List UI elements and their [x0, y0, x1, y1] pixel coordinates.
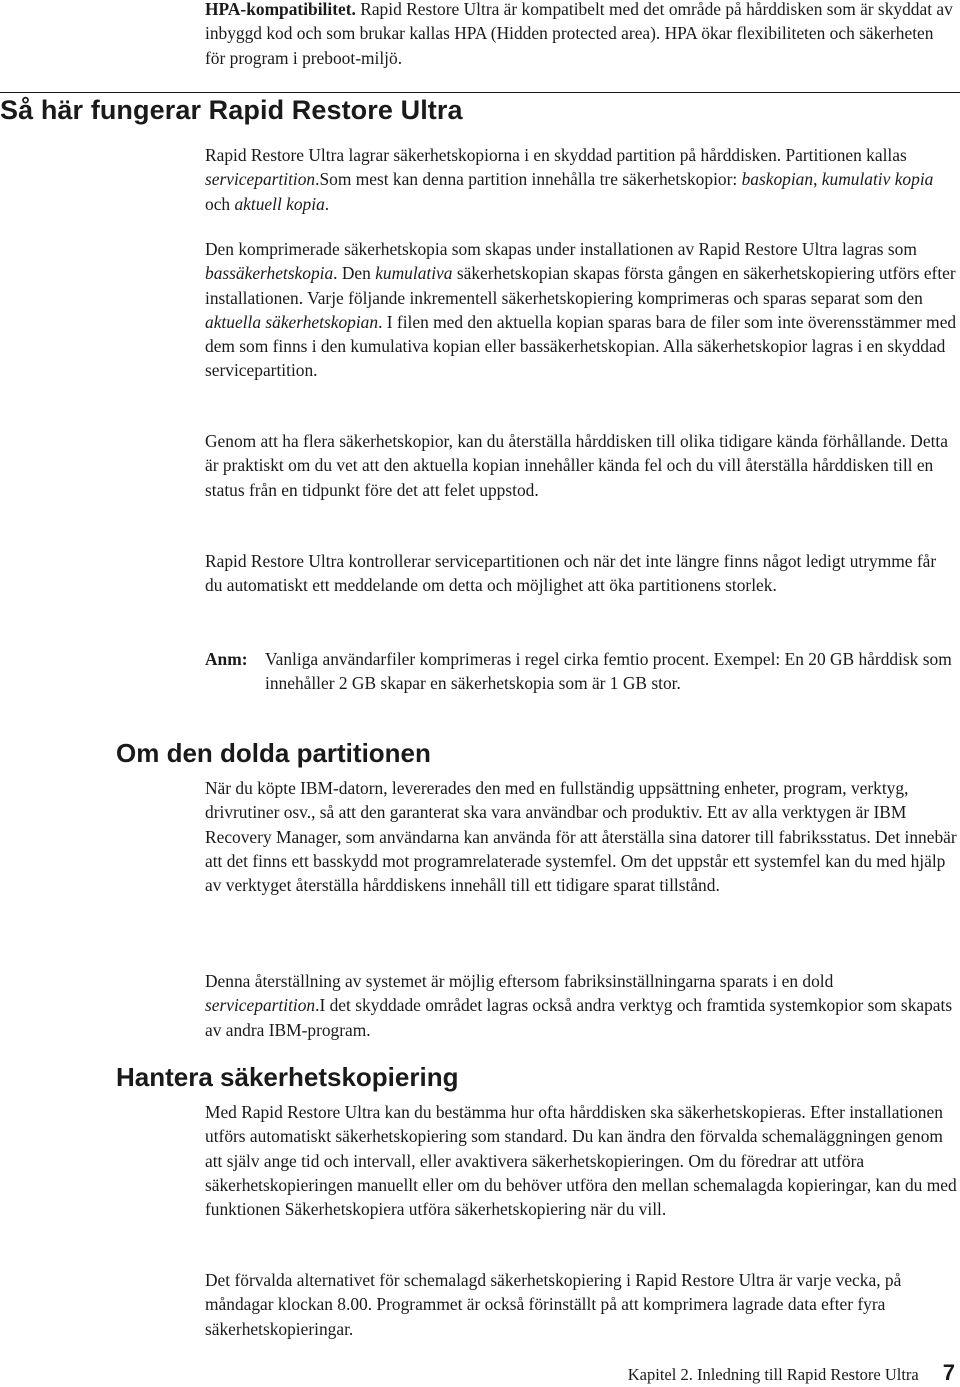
term-baskopian: baskopian: [741, 169, 814, 190]
footer-chapter: Kapitel 2. Inledning till Rapid Restore Ultra: [627, 1365, 919, 1384]
section1-paragraph-2: [205, 237, 957, 383]
page-number: 7: [942, 1360, 955, 1385]
note-text: Vanliga användarfiler komprimeras i regel cirka femtio procent. Exempel: En 20 GB hårddisk som innehåller 2 GB skapar en säkerhetskopia som är 1 GB stor.: [265, 649, 952, 694]
paragraph-text: Det förvalda alternativet för schemalagd säkerhetskopiering i Rapid Restore Ultra är varje vecka, på måndagar klockan 8.00. Programmet är också förinställt på att komprimera lagrade data efter fyra säkerhetskopieringar.: [205, 1270, 902, 1339]
page-footer: [628, 1360, 955, 1386]
text-run: Rapid Restore Ultra lagrar säkerhetskopiorna i en skyddad partition på hårddisken. Partitionen kallas: [205, 145, 907, 165]
note-block: [205, 647, 957, 696]
section2-paragraph-1: [205, 776, 957, 897]
text-run: .: [324, 193, 330, 214]
section2-paragraph-2: [205, 969, 957, 1042]
section1-paragraph-3: [205, 429, 957, 502]
text-run: Denna återställning av systemet är möjlig eftersom fabriksinställningarna sparats i en dold: [205, 971, 834, 991]
term-bassakerhetskopia: bassäkerhetskopia: [205, 263, 334, 284]
term-kumulativa: kumulativa: [375, 263, 453, 284]
intro-paragraph: [205, 0, 957, 70]
text-run: Den komprimerade säkerhetskopia som skapas under installationen av Rapid Restore Ultra lagras som: [205, 239, 917, 259]
term-aktuella-sakerhetskopian: aktuella säkerhetskopian: [205, 311, 379, 332]
note-label: Anm:: [205, 649, 248, 669]
text-run: säkerhetskopian skapas första gången en säkerhetskopiering utförs efter installationen. Varje följande inkrementell säkerhetskopiering komprimeras och sparas separat som den: [205, 263, 956, 308]
section1-paragraph-1: [205, 143, 957, 216]
text-run: . Den: [333, 263, 376, 284]
section-divider: [0, 92, 960, 93]
intro-label: HPA-kompatibilitet.: [205, 0, 356, 19]
term-servicepartition: servicepartition: [205, 169, 316, 190]
text-run: . I filen med den aktuella kopian sparas bara de filer som inte överensstämmer med dem som finns i den kumulativa kopian eller bassäkerhetskopian. Alla säkerhetskopior lagras i en skyddad servicepartition.: [205, 311, 957, 381]
term-servicepartition: servicepartition: [205, 995, 316, 1016]
section-heading-hidden-partition: Om den dolda partitionen: [116, 738, 431, 768]
paragraph-text: Genom att ha flera säkerhetskopior, kan du återställa hårddisken till olika tidigare kända förhållande. Detta är praktiskt om du vet att den aktuella kopian innehåller kända fel och du vill återställa hårddisken till en status från en tidpunkt före det att felet uppstod.: [205, 431, 948, 500]
term-kumulativ-kopia: kumulativ kopia: [821, 169, 934, 190]
section3-paragraph-1: [205, 1100, 957, 1221]
paragraph-text: Med Rapid Restore Ultra kan du bestämma hur ofta hårddisken ska säkerhetskopieras. Efter installationen utförs automatiskt säkerhetskopiering som standard. Du kan ändra den förvalda schemaläggningen genom att själv ange tid och intervall, eller avaktivera säkerhetskopieringen. Om du föredrar att utföra säkerhetskopieringen manuellt eller om du behöver utföra den mellan schemalagda kopieringar, kan du med funktionen Säkerhetskopiera utföra säkerhetskopiering när du vill.: [205, 1102, 957, 1220]
section1-paragraph-4: [205, 549, 957, 598]
text-run: .I det skyddade området lagras också andra verktyg och framtida systemkopior som skapats av andra IBM-program.: [205, 995, 953, 1040]
text-run: och: [205, 193, 235, 214]
section-heading-manage-backup: Hantera säkerhetskopiering: [116, 1062, 459, 1092]
paragraph-text: Rapid Restore Ultra kontrollerar servicepartitionen och när det inte längre finns något ledigt utrymme får du automatiskt ett meddelande om detta och möjlighet att öka partitionens storlek.: [205, 551, 937, 596]
intro-text: Rapid Restore Ultra är kompatibelt med det område på hårddisken som är skyddat av inbyggd kod och som brukar kallas HPA (Hidden protected area). HPA ökar flexibiliteten och säkerheten för program i preboot-miljö.: [205, 0, 953, 68]
text-run: .Som mest kan denna partition innehålla tre säkerhetskopior:: [315, 169, 742, 190]
paragraph-text: När du köpte IBM-datorn, levererades den med en fullständig uppsättning enheter, program, verktyg, drivrutiner osv., så att den garanterat ska vara användbar och produktiv. Ett av alla verktygen är IBM Recovery Manager, som användarna kan använda för att återställa sina datorer till fabriksstatus. Det innebär att det finns ett basskydd mot programrelaterade systemfel. Om det uppstår ett systemfel kan du med hjälp av verktyget återställa hårddiskens innehåll till ett tidigare sparat tillstånd.: [205, 778, 957, 896]
text-run: ,: [813, 169, 822, 190]
section3-paragraph-2: [205, 1268, 957, 1341]
section-heading-how-it-works: Så här fungerar Rapid Restore Ultra: [0, 95, 463, 125]
term-aktuell-kopia: aktuell kopia: [234, 193, 325, 214]
